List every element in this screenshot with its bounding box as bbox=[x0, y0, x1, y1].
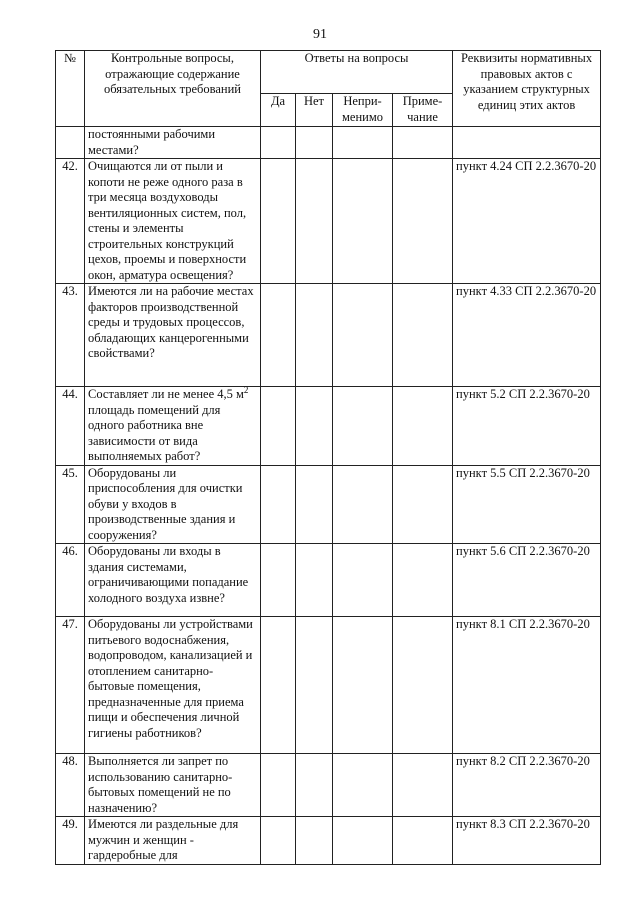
row-question: Очищаются ли от пыли и копоти не реже одного раза в три месяца воздуховоды вентиляционных систем, пол, стены и элементы строительных конструкций цехов, проемы и поверхности окон, арматура освещения? bbox=[85, 159, 261, 284]
row-question: Составляет ли не менее 4,5 $м^2$ площадь помещений для одного работника вне зависимости от вида выполняемых работ? bbox=[85, 387, 261, 466]
row-reference: пункт 8.1 СП 2.2.3670-20 bbox=[453, 617, 601, 754]
table-row bbox=[56, 387, 601, 466]
row-number: 45. bbox=[56, 465, 85, 544]
row-question: Выполняется ли запрет по использованию санитарно-бытовых помещений не по назначению? bbox=[85, 754, 261, 817]
table-row bbox=[56, 617, 601, 754]
row-number: 46. bbox=[56, 544, 85, 617]
row-number: 42. bbox=[56, 159, 85, 284]
header-number: № bbox=[56, 51, 85, 127]
row-question: Оборудованы ли входы в здания системами, ограничивающими попадание холодного воздуха извне? bbox=[85, 544, 261, 617]
row-reference: пункт 5.5 СП 2.2.3670-20 bbox=[453, 465, 601, 544]
continuation-question: постоянными рабочими местами? bbox=[85, 127, 261, 159]
row-question: Имеются ли на рабочие местах факторов производственной среды и трудовых процессов, обладающих канцерогенными свойствами? bbox=[85, 284, 261, 387]
row-reference: пункт 8.2 СП 2.2.3670-20 bbox=[453, 754, 601, 817]
header-no: Нет bbox=[296, 94, 333, 127]
table-row bbox=[56, 465, 601, 544]
row-reference: пункт 4.33 СП 2.2.3670-20 bbox=[453, 284, 601, 387]
header-answers: Ответы на вопросы bbox=[261, 51, 453, 94]
table-row bbox=[56, 817, 601, 865]
checklist-table bbox=[55, 50, 601, 865]
row-question: Имеются ли раздельные для мужчин и женщин - гардеробные для bbox=[85, 817, 261, 865]
header-requisites: Реквизиты нормативных правовых актов с указанием структурных единиц этих актов bbox=[453, 51, 601, 127]
row-reference: пункт 5.6 СП 2.2.3670-20 bbox=[453, 544, 601, 617]
table-row bbox=[56, 159, 601, 284]
row-number: 43. bbox=[56, 284, 85, 387]
row-reference: пункт 4.24 СП 2.2.3670-20 bbox=[453, 159, 601, 284]
page-number: 91 bbox=[313, 27, 327, 42]
row-number: 44. bbox=[56, 387, 85, 466]
table-row bbox=[56, 754, 601, 817]
row-number: 49. bbox=[56, 817, 85, 865]
header-yes: Да bbox=[261, 94, 296, 127]
row-question: Оборудованы ли приспособления для очистки обуви у входов в производственные здания и сооружения? bbox=[85, 465, 261, 544]
table-row bbox=[56, 284, 601, 387]
row-reference: пункт 8.3 СП 2.2.3670-20 bbox=[453, 817, 601, 865]
table-row bbox=[56, 544, 601, 617]
header-note: Приме-чание bbox=[393, 94, 453, 127]
table-row bbox=[56, 127, 601, 159]
row-question: Оборудованы ли устройствами питьевого водоснабжения, водопроводом, канализацией и отоплением санитарно-бытовые помещения, предназначенные для приема пищи и обеспечения личной гигиены работников? bbox=[85, 617, 261, 754]
row-number: 47. bbox=[56, 617, 85, 754]
row-reference: пункт 5.2 СП 2.2.3670-20 bbox=[453, 387, 601, 466]
header-questions: Контрольные вопросы, отражающие содержание обязательных требований bbox=[85, 51, 261, 127]
row-number: 48. bbox=[56, 754, 85, 817]
header-not-applicable: Непри-менимо bbox=[333, 94, 393, 127]
